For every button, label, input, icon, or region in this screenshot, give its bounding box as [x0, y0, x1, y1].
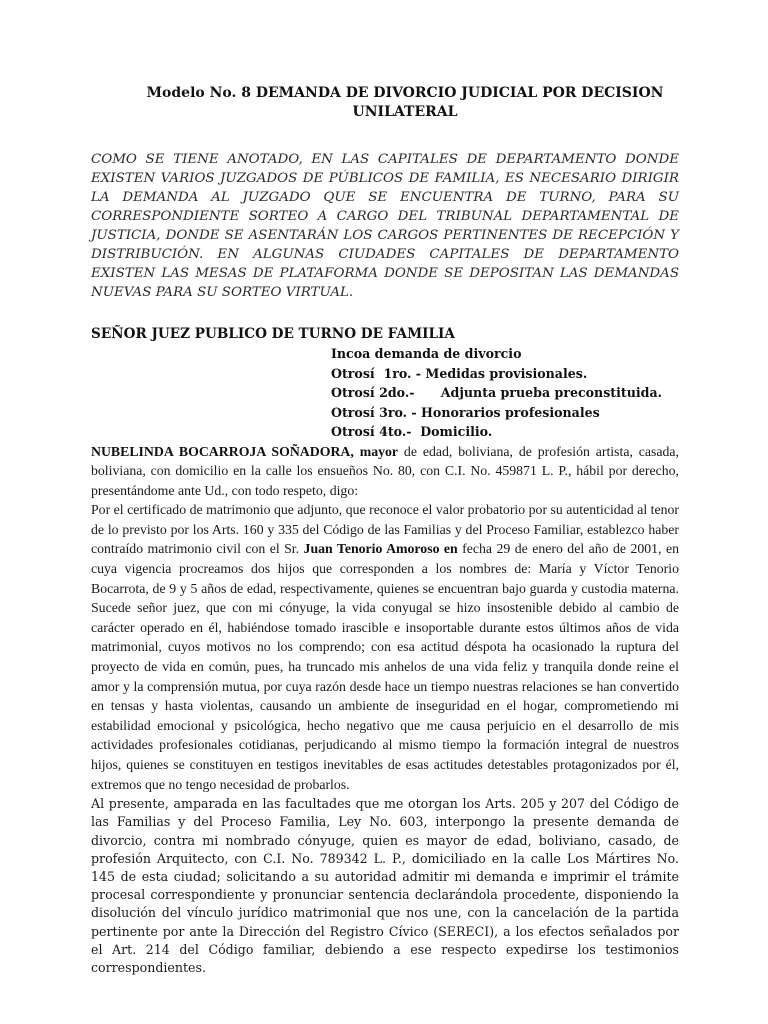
petition-paragraph: Al presente, amparada en las facultades que me otorgan los Arts. 205 y 207 del Código de las Familias y del Proceso Familia, Ley No. 603, interpongo la presente demanda de divorcio, contra mi nombrado cónyuge, quien es mayor de edad, boliviano, casado, de profesión Arquitecto, con C.I. No. 789342 L. P., domiciliado en la calle Los Mártires No. 145 de esta ciudad; solicitando a su autoridad admitir mi demanda e imprimir el trámite procesal correspondiente y pronunciar sentencia declarándola procedente, disponiendo la disolución del vínculo jurídico matrimonial que nos une, con la cancelación de la partida pertinente por ante la Dirección del Registro Cívico (SERECI), a los efectos señalados por el Art. 214 del Código familiar, debiendo a ese respecto expedirse los testimonios correspondientes.: [91, 796, 679, 976]
plaintiff-mayor: mayor: [359, 443, 399, 459]
plaintiff-paragraph: [91, 442, 679, 501]
facts-start: Por el certificado de matrimonio que adjunto, que reconoce el valor probatorio por su autenticidad al tenor de lo previsto por los Arts. 160 y 335 del Código de las Familias y del Proceso Familiar, establezco haber contraído matrimonio civil con el Sr.: [91, 502, 679, 557]
defendant-name: Juan Tenorio Amoroso en: [303, 541, 458, 557]
otrosi-item: Otrosí 2do.- Adjunta prueba preconstituida.: [331, 385, 662, 400]
document-page: [91, 84, 679, 977]
facts-rest: fecha 29 de enero del año de 2001, en cuya vigencia procreamos dos hijos que corresponden a los nombres de: María y Víctor Tenorio Bocarrota, de 9 y 5 años de edad, respectivamente, quienes se encuentran bajo guarda y custodia materna. Sucede señor juez, que con mi cónyuge, la vida conyugal se hizo insostenible debido al cambio de carácter operado en él, habiéndose tomado irascible e insoportable durante estos últimos años de vida matrimonial, cuyos motivos no los comprendo; con esa actitud déspota ha ocasionado la ruptura del proyecto de vida en común, pues, ha truncado mis anhelos de una vida feliz y tranquila donde reine el amor y la comprensión mutua, por cuya razón desde hace un tiempo nuestras relaciones se han convertido en tensas y hasta violentas, causando un ambiente de inseguridad en el hogar, comprometiendo mi estabilidad emocional y psicológica, hecho negativo que me causa perjuicio en el desarrollo de mis actividades profesionales cotidianas, perjudicando al mismo tiempo la formación integral de nuestros hijos, quienes se constituyen en testigos inevitables de esas actitudes detestables protagonizados por él, extremos que no tengo necesidad de probarlos.: [91, 541, 679, 792]
document-title: Modelo No. 8 DEMANDA DE DIVORCIO JUDICIAL POR DECISION UNILATERAL: [146, 85, 664, 120]
plaintiff-name: NUBELINDA BOCARROJA SOÑADORA,: [91, 443, 354, 459]
otrosi-list: [331, 344, 679, 442]
plaintiff-details: de edad, boliviana, de profesión artista, casada, boliviana, con domicilio en la calle los ensueños No. 80, con C.I. No. 459871 L. P., hábil por derecho, presentándome ante Ud., con todo respeto, digo:: [91, 443, 680, 498]
otrosi-item: Otrosí 1ro. - Medidas provisionales.: [331, 365, 588, 381]
otrosi-item: Incoa demanda de divorcio: [331, 346, 522, 361]
addressee-heading: SEÑOR JUEZ PUBLICO DE TURNO DE FAMILIA: [91, 326, 455, 342]
intro-note: COMO SE TIENE ANOTADO, EN LAS CAPITALES DE DEPARTAMENTO DONDE EXISTEN VARIOS JUZGADOS DE PÚBLICOS DE FAMILIA, ES NECESARIO DIRIGIR LA DEMANDA AL JUZGADO QUE SE ENCUENTRA DE TURNO, PARA SU CORRESPONDIENTE SORTEO A CARGO DEL TRIBUNAL DEPARTAMENTAL DE JUSTICIA, DONDE SE ASENTARÁN LOS CARGOS PERTINENTES DE RECEPCIÓN Y DISTRIBUCIÓN. EN ALGUNAS CIUDADES CAPITALES DE DEPARTAMENTO EXISTEN LAS MESAS DE PLATAFORMA DONDE SE DEPOSITAN LAS DEMANDAS NUEVAS PARA SU SORTEO VIRTUAL.: [91, 152, 679, 300]
otrosi-item: Otrosí 4to.- Domicilio.: [331, 424, 493, 439]
otrosi-item: Otrosí 3ro. - Honorarios profesionales: [331, 404, 600, 420]
facts-paragraph: [91, 500, 679, 794]
